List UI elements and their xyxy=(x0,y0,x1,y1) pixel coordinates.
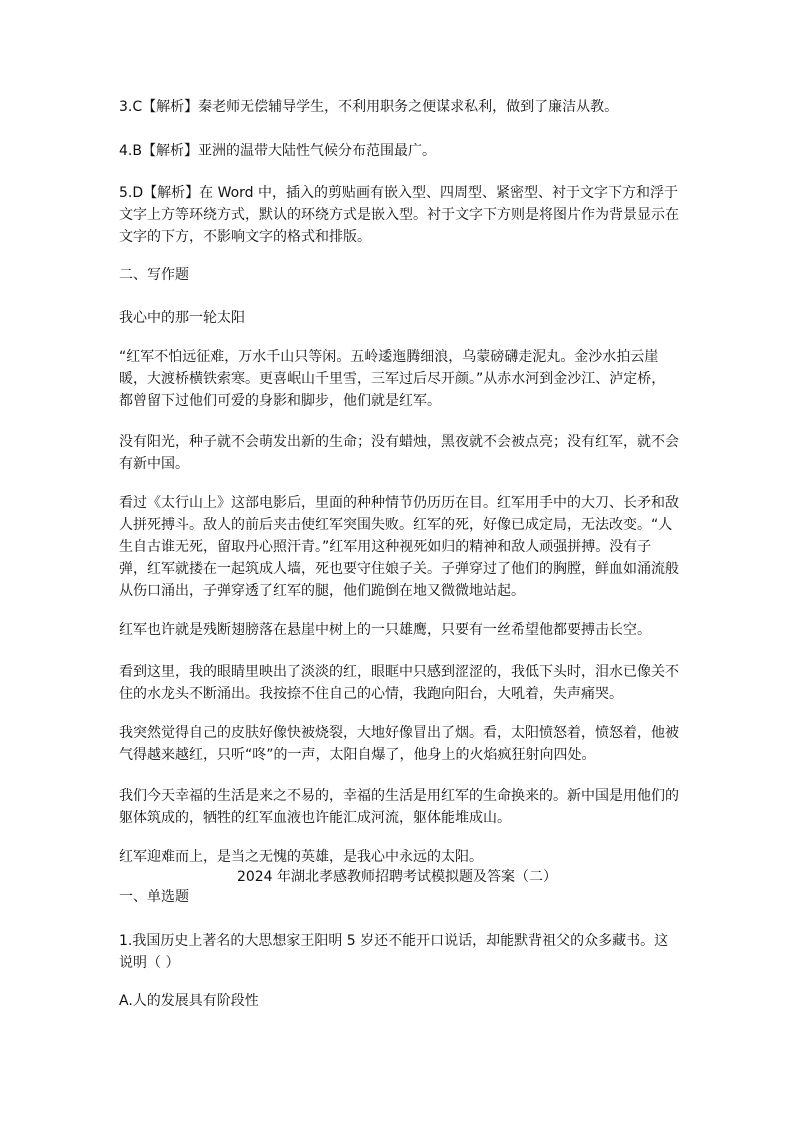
essay-paragraph-4: 红军也许就是残断翅膀落在悬崖中树上的一只雄鹰，只要有一丝希望他都要搏击长空。 xyxy=(119,622,651,638)
question-1-option-a: A.人的发展具有阶段性 xyxy=(119,993,259,1009)
essay-paragraph-6: 我突然觉得自己的皮肤好像快被烧裂，大地好像冒出了烟。看，太阳愤怒着，愤怒着，他被气得越来越红，只听“咚”的一声，太阳自爆了，他身上的火焰疯狂射向四处。 xyxy=(119,725,679,763)
question-1-stem: 1.我国历史上著名的大思想家王阳明 5 岁还不能开口说话，却能默背祖父的众多藏书。这说明（ ） xyxy=(119,933,669,971)
essay-paragraph-2: 没有阳光，种子就不会萌发出新的生命；没有蜡烛，黑夜就不会被点亮；没有红军，就不会有新中国。 xyxy=(119,434,679,472)
answer-analysis-q4: 4.B【解析】亚洲的温带大陆性气候分布范围最广。 xyxy=(119,143,436,159)
essay-paragraph-1: “红军不怕远征难，万水千山只等闲。五岭逶迤腾细浪，乌蒙磅礴走泥丸。金沙水拍云崖暖，大渡桥横铁索寒。更喜岷山千里雪，三军过后尽开颜。”从赤水河到金沙江、泸定桥，都曾留下过他们可爱的身影和脚步，他们就是红军。 xyxy=(119,349,666,409)
writing-section-heading: 二、写作题 xyxy=(119,267,189,283)
answer-analysis-q3: 3.C【解析】秦老师无偿辅导学生，不利用职务之便谋求私利，做到了廉洁从教。 xyxy=(119,99,619,115)
essay-title: 我心中的那一轮太阳 xyxy=(119,310,245,326)
essay-paragraph-5: 看到这里，我的眼睛里映出了淡淡的红，眼眶中只感到涩涩的，我低下头时，泪水已像关不住的水龙头不断涌出。我按捺不住自己的心情，我跑向阳台，大吼着，失声痛哭。 xyxy=(119,664,679,702)
essay-paragraph-3: 看过《太行山上》这部电影后，里面的种种情节仍历历在目。红军用手中的大刀、长矛和敌人拼死搏斗。敌人的前后夹击使红军突围失败。红军的死，好像已成定局，无法改变。“人生自古谁无死，留取丹心照汗青。”红军用这种视死如归的精神和敌人顽强拼搏。没有子弹，红军就搂在一起筑成人墙，死也要守住娘子关。子弹穿过了他们的胸膛，鲜血如涌流般从伤口涌出，子弹穿透了红军的腿，他们跪倒在地又微微地站起。 xyxy=(119,495,679,599)
single-choice-heading: 一、单选题 xyxy=(119,889,189,905)
exam-title: 2024 年湖北孝感教师招聘考试模拟题及答案（二） xyxy=(236,869,558,885)
essay-paragraph-8: 红军迎难而上，是当之无愧的英雄，是我心中永远的太阳。 xyxy=(119,849,483,865)
essay-paragraph-7: 我们今天幸福的生活是来之不易的，幸福的生活是用红军的生命换来的。新中国是用他们的躯体筑成的，牺牲的红军血液也许能汇成河流，躯体能堆成山。 xyxy=(119,788,679,826)
answer-analysis-q5: 5.D【解析】在 Word 中，插入的剪贴画有嵌入型、四周型、紧密型、衬于文字下方和浮于文字上方等环绕方式，默认的环绕方式是嵌入型。衬于文字下方则是将图片作为背景显示在文字的下方，不影响文字的格式和排版。 xyxy=(119,185,679,245)
